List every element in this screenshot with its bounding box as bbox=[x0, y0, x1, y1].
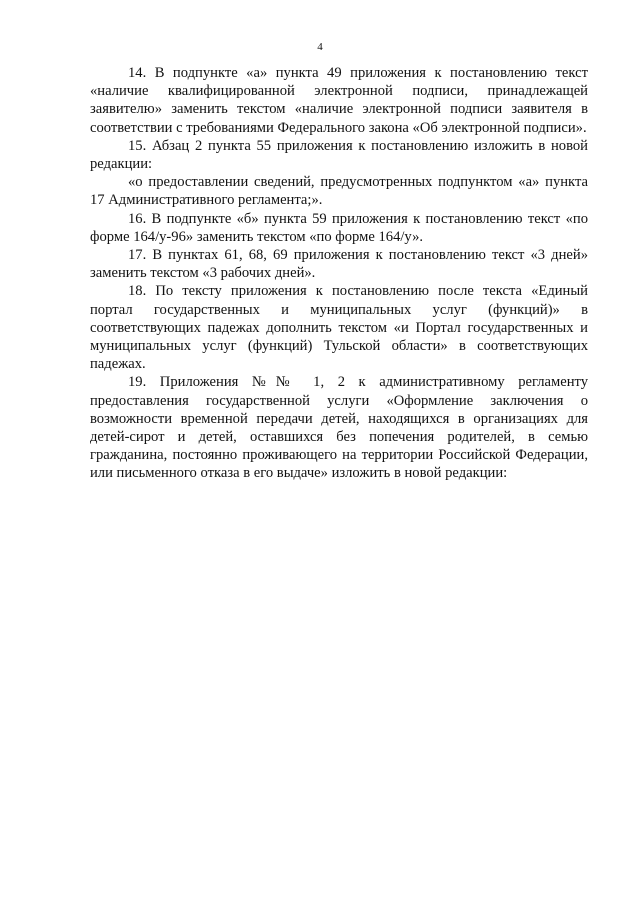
paragraph-15-quote: «о предоставлении сведений, предусмотренных подпунктом «а» пункта 17 Административного регламента;». bbox=[90, 174, 588, 209]
paragraph-17: 17. В пунктах 61, 68, 69 приложения к постановлению текст «3 дней» заменить текстом «3 рабочих дней». bbox=[90, 247, 588, 282]
paragraph-14: 14. В подпункте «а» пункта 49 приложения к постановлению текст «наличие квалифицированной электронной подписи, принадлежащей заявителю» заменить текстом «наличие электронной подписи заявителя в соответствии с требованиями Федерального закона «Об электронной подписи». bbox=[90, 65, 588, 136]
paragraph-19: 19. Приложения №№ 1, 2 к административному регламенту предоставления государственной услуги «Оформление заключения о возможности временной передачи детей, находящихся в организациях для детей-сирот и детей, оставшихся без попечения родителей, в семью гражданина, постоянно проживающего на территории Российской Федерации, или письменного отказа в его выдаче» изложить в новой редакции: bbox=[90, 374, 588, 482]
document-body bbox=[90, 64, 588, 483]
page-number: 4 bbox=[317, 41, 323, 53]
paragraph-15: 15. Абзац 2 пункта 55 приложения к постановлению изложить в новой редакции: bbox=[90, 137, 588, 173]
paragraph-18: 18. По тексту приложения к постановлению после текста «Единый портал государственных и муниципальных услуг (функций)» в соответствующих падежах дополнить текстом «и Портал государственных и муниципальных услуг (функций) Тульской области» в соответствующих падежах. bbox=[90, 283, 588, 373]
paragraph-16: 16. В подпункте «б» пункта 59 приложения к постановлению текст «по форме 164/у-96» заменить текстом «по форме 164/у». bbox=[90, 210, 588, 245]
